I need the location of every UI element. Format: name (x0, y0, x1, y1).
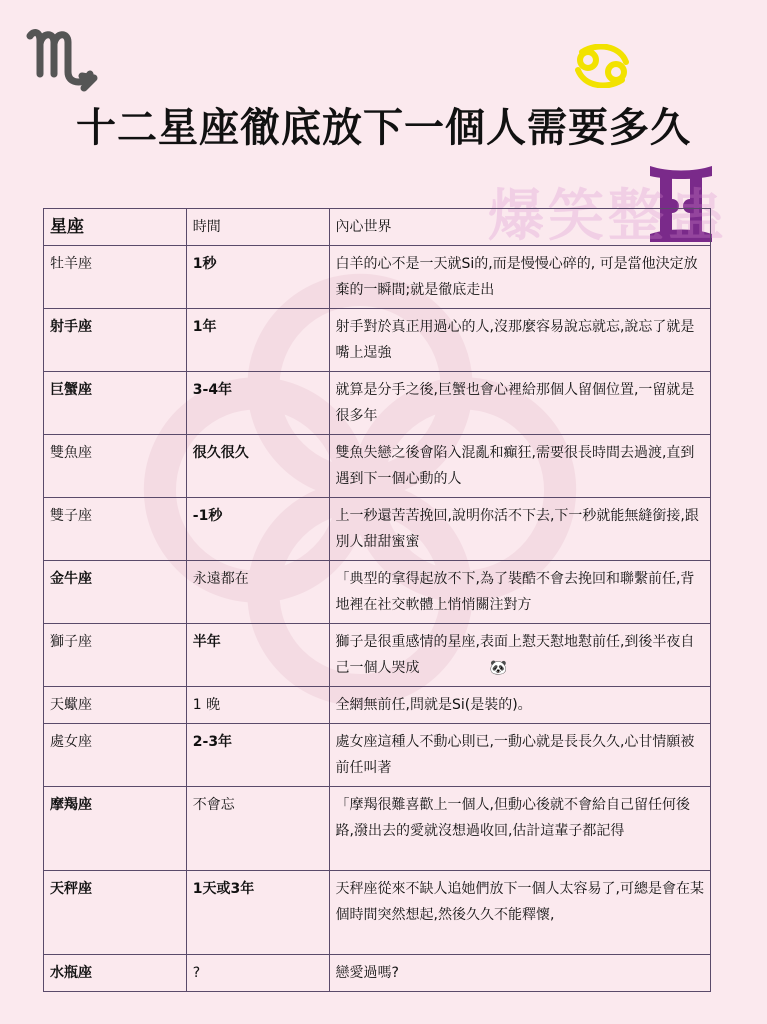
table-row (44, 435, 711, 498)
table-row (44, 309, 711, 372)
desc-text: 獅子是很重感情的星座,表面上懟天懟地懟前任,到後半夜自己一個人哭成 (335, 634, 695, 676)
desc-cell-with-emoji (329, 624, 710, 687)
table-row (44, 372, 711, 435)
sign-cell: 巨蟹座 (44, 372, 187, 435)
table-row (44, 724, 711, 787)
sign-cell: 牡羊座 (44, 246, 187, 309)
desc-cell: 處女座這種人不動心則已,一動心就是長長久久,心甘情願被前任叫著 (329, 724, 710, 787)
time-cell: 2-3年 (186, 724, 329, 787)
cancer-symbol-icon (572, 44, 632, 88)
time-cell: 1秒 (186, 246, 329, 309)
table-header-row (44, 209, 711, 246)
sign-cell: 摩羯座 (44, 787, 187, 871)
table-row (44, 955, 711, 992)
table-row (44, 498, 711, 561)
time-cell: 很久很久 (186, 435, 329, 498)
desc-cell: 戀愛過嗎? (329, 955, 710, 992)
sign-cell: 水瓶座 (44, 955, 187, 992)
table-row (44, 624, 711, 687)
header-time: 時間 (186, 209, 329, 246)
time-cell: 1 晚 (186, 687, 329, 724)
time-cell: 不會忘 (186, 787, 329, 871)
panda-icon: 🐼 (489, 660, 507, 676)
sign-cell: 天秤座 (44, 871, 187, 955)
desc-cell: 雙魚失戀之後會陷入混亂和癲狂,需要很長時間去過渡,直到遇到下一個心動的人 (329, 435, 710, 498)
time-cell: -1秒 (186, 498, 329, 561)
header-inner-world: 內心世界 (329, 209, 710, 246)
sign-cell: 雙魚座 (44, 435, 187, 498)
time-cell: 1天或3年 (186, 871, 329, 955)
table-row (44, 246, 711, 309)
time-cell: ? (186, 955, 329, 992)
table-row (44, 687, 711, 724)
sign-cell: 金牛座 (44, 561, 187, 624)
desc-cell: 射手對於真正用過心的人,沒那麼容易說忘就忘,說忘了就是嘴上逞強 (329, 309, 710, 372)
desc-cell: 白羊的心不是一天就Si的,而是慢慢心碎的, 可是當他決定放棄的一瞬間;就是徹底走出 (329, 246, 710, 309)
sign-cell: 獅子座 (44, 624, 187, 687)
desc-cell: 全網無前任,問就是Si(是裝的)。 (329, 687, 710, 724)
sign-cell: 雙子座 (44, 498, 187, 561)
table-row (44, 871, 711, 955)
sign-cell: 天蠍座 (44, 687, 187, 724)
time-cell: 3-4年 (186, 372, 329, 435)
page-title: 十二星座徹底放下一個人需要多久 (76, 105, 691, 151)
time-cell: 1年 (186, 309, 329, 372)
desc-cell: 上一秒還苦苦挽回,說明你活不下去,下一秒就能無縫銜接,跟別人甜甜蜜蜜 (329, 498, 710, 561)
header-sign: 星座 (44, 209, 187, 246)
zodiac-table (43, 208, 711, 992)
sign-cell: 處女座 (44, 724, 187, 787)
desc-cell: 「摩羯很難喜歡上一個人,但動心後就不會給自己留任何後路,潑出去的愛就沒想過收回,估計這輩子都記得 (329, 787, 710, 871)
sign-cell: 射手座 (44, 309, 187, 372)
desc-cell: 「典型的拿得起放不下,為了裝酷不會去挽回和聯繫前任,背地裡在社交軟體上悄悄關注對方 (329, 561, 710, 624)
watermark-text: 爆笑整蛊 (488, 184, 728, 249)
scorpio-symbol-icon (24, 22, 102, 92)
desc-cell: 天秤座從來不缺人追她們放下一個人太容易了,可總是會在某個時間突然想起,然後久久不能釋懷, (329, 871, 710, 955)
time-cell: 半年 (186, 624, 329, 687)
table-row (44, 787, 711, 871)
table-row (44, 561, 711, 624)
desc-cell: 就算是分手之後,巨蟹也會心裡給那個人留個位置,一留就是很多年 (329, 372, 710, 435)
time-cell: 永遠都在 (186, 561, 329, 624)
